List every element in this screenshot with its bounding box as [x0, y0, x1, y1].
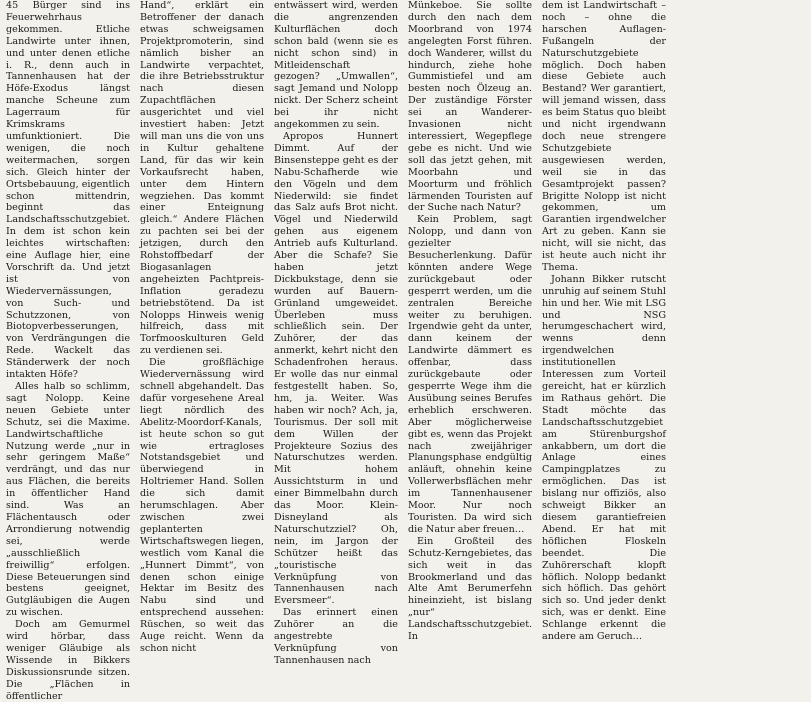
article-column-2	[140, 0, 264, 654]
paragraph: Apropos Hunnert Dimmt. Auf der Binsensteppe geht es der Nabu-Schafherde wie den Vögeln und dem Niederwild: sie findet das Salz aufs Brot nicht. Vögel und Niederwild gehen aus eigenem Antrieb aufs Kulturland. Aber die Schafe? Sie haben jetzt Dickbukstage, denn sie wurden auf Bauern-Grünland umgeweidet. Überleben muss schließlich sein. Der Zuhörer, der das anmerkt, kehrt nicht den Schadenfrohen heraus. Er wolle das nur einmal festgestellt haben. So, hm, ja. Weiter. Was haben wir noch? Ach, ja, Tourismus. Der soll mit dem Willen der Projekteure Sozius des Naturschutzes werden. Mit hohem Aussichtsturm in und einer Bimmelbahn durch das Moor. Klein-Disneyland als Naturschutzziel? Oh, nein, im Jargon der Schützer heißt das „touristische Verknüpfung von Tannenhausen nach Eversmeer“.	[274, 130, 398, 607]
paragraph: Alles halb so schlimm, sagt Nolopp. Keine neuen Gebiete unter Schutz, sei die Maxime. Landwirtschaftliche Nutzung werde „nur in sehr geringem Maße“ verdrängt, und das nur aus Flächen, die bereits in öffentlicher Hand sind. Was an Flächentausch oder Arrondierung notwendig sei, werde „ausschließlich freiwillig“ erfolgen. Diese Beteuerungen sind bestens geeignet, Gutgläubigen die Augen zu wischen.	[6, 381, 130, 619]
article-column-5	[542, 0, 666, 643]
paragraph: Das erinnert einen Zuhörer an die angestrebte Verknüpfung von Tannenhausen nach	[274, 607, 398, 666]
paragraph: Johann Bikker rutscht unruhig auf seinem Stuhl hin und her. Wie mit LSG und NSG herumgeschachert wird, wenns denn irgendwelchen institutionellen Interessen zum Vorteil gereicht, hat er kürzlich im Rathaus gehört. Die Stadt möchte das Landschaftsschutzgebiet am Stürenburgshof ankabbern, um dort die Anlage eines Campingplatzes zu ermöglichen. Das ist bislang nur offiziös, also schweigt Bikker an diesem garantiefreien Abend. Er hat mit höflichen Floskeln beendet. Die Zuhörerschaft klopft höflich. Nolopp bedankt sich höflich. Das gehört sich so. Und jeder denkt sich, was er denkt. Eine Schlange erkennt die andere am Geruch…	[542, 273, 666, 643]
paragraph: entwässert wird, werden die angrenzenden Kulturflächen doch schon bald (wenn sie es nicht schon sind) in Mitleidenschaft gezogen? „Umwallen“, sagt Jemand und Nolopp nickt. Der Scherz scheint bei ihr nicht angekommen zu sein.	[274, 0, 398, 131]
paragraph: Hand“, erklärt ein Betroffener der danach etwas schweigsamen Projektpromoterin, sind nämlich bisher an Landwirte verpachtet, die ihre Betriebsstruktur nach diesen Zupachtflächen ausgerichtet und viel investiert haben: Jetzt will man uns die von uns in Kultur gehaltene Land, für das wir kein Vorkaufsrecht haben, unter dem Hintern wegziehen. Das kommt einer Enteignung gleich.“ Andere Flächen zu pachten sei bei der jetzigen, durch den Rohstoffbedarf der Biogasanlagen angeheizten Pachtpreis-Inflation geradezu betriebstötend. Da ist Nolopps Hinweis wenig hilfreich, dass mit Torfmooskulturen Geld zu verdienen sei.	[140, 0, 264, 357]
article-column-1	[6, 0, 131, 702]
article-column-3	[274, 0, 398, 666]
paragraph: 45 Bürger sind ins Feuerwehrhaus gekommen. Etliche Landwirte unter ihnen, und unter denen etliche i. R., denn auch in Tannenhausen hat der Höfe-Exodus längst manche Scheune zum Lagerraum für Krimskrams umfunktioniert. Die wenigen, die noch weitermachen, sorgen sich. Gleich hinter der Ortsbebauung, eigentlich schon mittendrin, beginnt das Landschaftsschutzgebiet. In dem ist schon kein leichtes wirtschaften: eine Auflage hier, eine Vorschrift da. Und jetzt ist von Wiedervernässungen, von Such- und Schutzzonen, von Biotopverbesserungen, von Verdrängungen die Rede. Wackelt das Ständerwerk der noch intakten Höfe?	[6, 0, 131, 381]
paragraph: Die großflächige Wiedervernässung wird schnell abgehandelt. Das dafür vorgesehene Areal liegt nördlich des Abelitz-Moordorf-Kanals, ist heute schon so gut wie ertragloses Notstandsgebiet und überwiegend in Holtriemer Hand. Sollen die sich damit herumschlagen. Aber zwischen zwei geplanterten Wirtschaftswegen liegen, westlich vom Kanal die „Hunnert Dimmt“, von denen schon einige Hektar im Besitz des Nabu sind und entsprechend aussehen: Rüschen, so weit das Auge reicht. Wenn da schon nicht	[140, 357, 264, 654]
paragraph: Kein Problem, sagt Nolopp, und dann von gezielter Besucherlenkung. Dafür könnten andere Wege zurückgebaut oder gesperrt werden, um die zentralen Bereiche weiter zu beruhigen. Irgendwie geht da unter, dann keinem der Landwirte dämmert es offenbar, dass zurückgebaute oder gesperrte Wege ihm die Ausübung seines Berufes erheblich erschweren. Aber möglicherweise gibt es, wenn das Projekt nach zweijähriger Planungsphase endgültig anläuft, ohnehin keine Vollerwerbsflächen mehr im Tannenhausener Moor. Nur noch Touristen. Da wird sich die Natur aber freuen…	[408, 214, 532, 535]
article-column-4	[408, 0, 533, 643]
paragraph: Münkeboe. Sie sollte durch den nach dem Moorbrand von 1974 angelegten Forst führen. doch Wanderer, willst du hindurch, ziehe hohe Gummistiefel und am besten noch Ölzeug an. Der zuständige Förster sei an Wanderer-Invasionen nicht interessiert, Wegepflege gebe es nicht. Und wie soll das jetzt gehen, mit Moorbahn und Moorturm und fröhlich lärmenden Touristen auf der Suche nach Natur?	[408, 0, 532, 214]
paragraph: Ein Großteil des Schutz-Kerngebietes, das sich weit in das Brookmerland und das Alte Amt Berumerfehn hineinzieht, ist bislang „nur“ Landschaftsschutzgebiet. In	[408, 535, 533, 643]
paragraph: Doch am Gemurmel wird hörbar, dass weniger Gläubige als Wissende in Bikkers Diskussionsrunde sitzen. Die „Flächen in öffentlicher	[6, 619, 130, 702]
paragraph: dem ist Landwirtschaft – noch – ohne die harschen Auflagen-Fußangeln der Naturschutzgebiete möglich. Doch haben diese Gebiete auch Bestand? Wer garantiert, will jemand wissen, dass es beim Status quo bleibt und nicht irgendwann doch neue strengere Schutzgebiete ausgewiesen werden, weil sie in das Gesamtprojekt passen? Brigitte Nolopp ist nicht gekommen, um Garantien irgendwelcher Art zu geben. Kann sie nicht, will sie nicht, das ist heute auch nicht ihr Thema.	[542, 0, 666, 273]
